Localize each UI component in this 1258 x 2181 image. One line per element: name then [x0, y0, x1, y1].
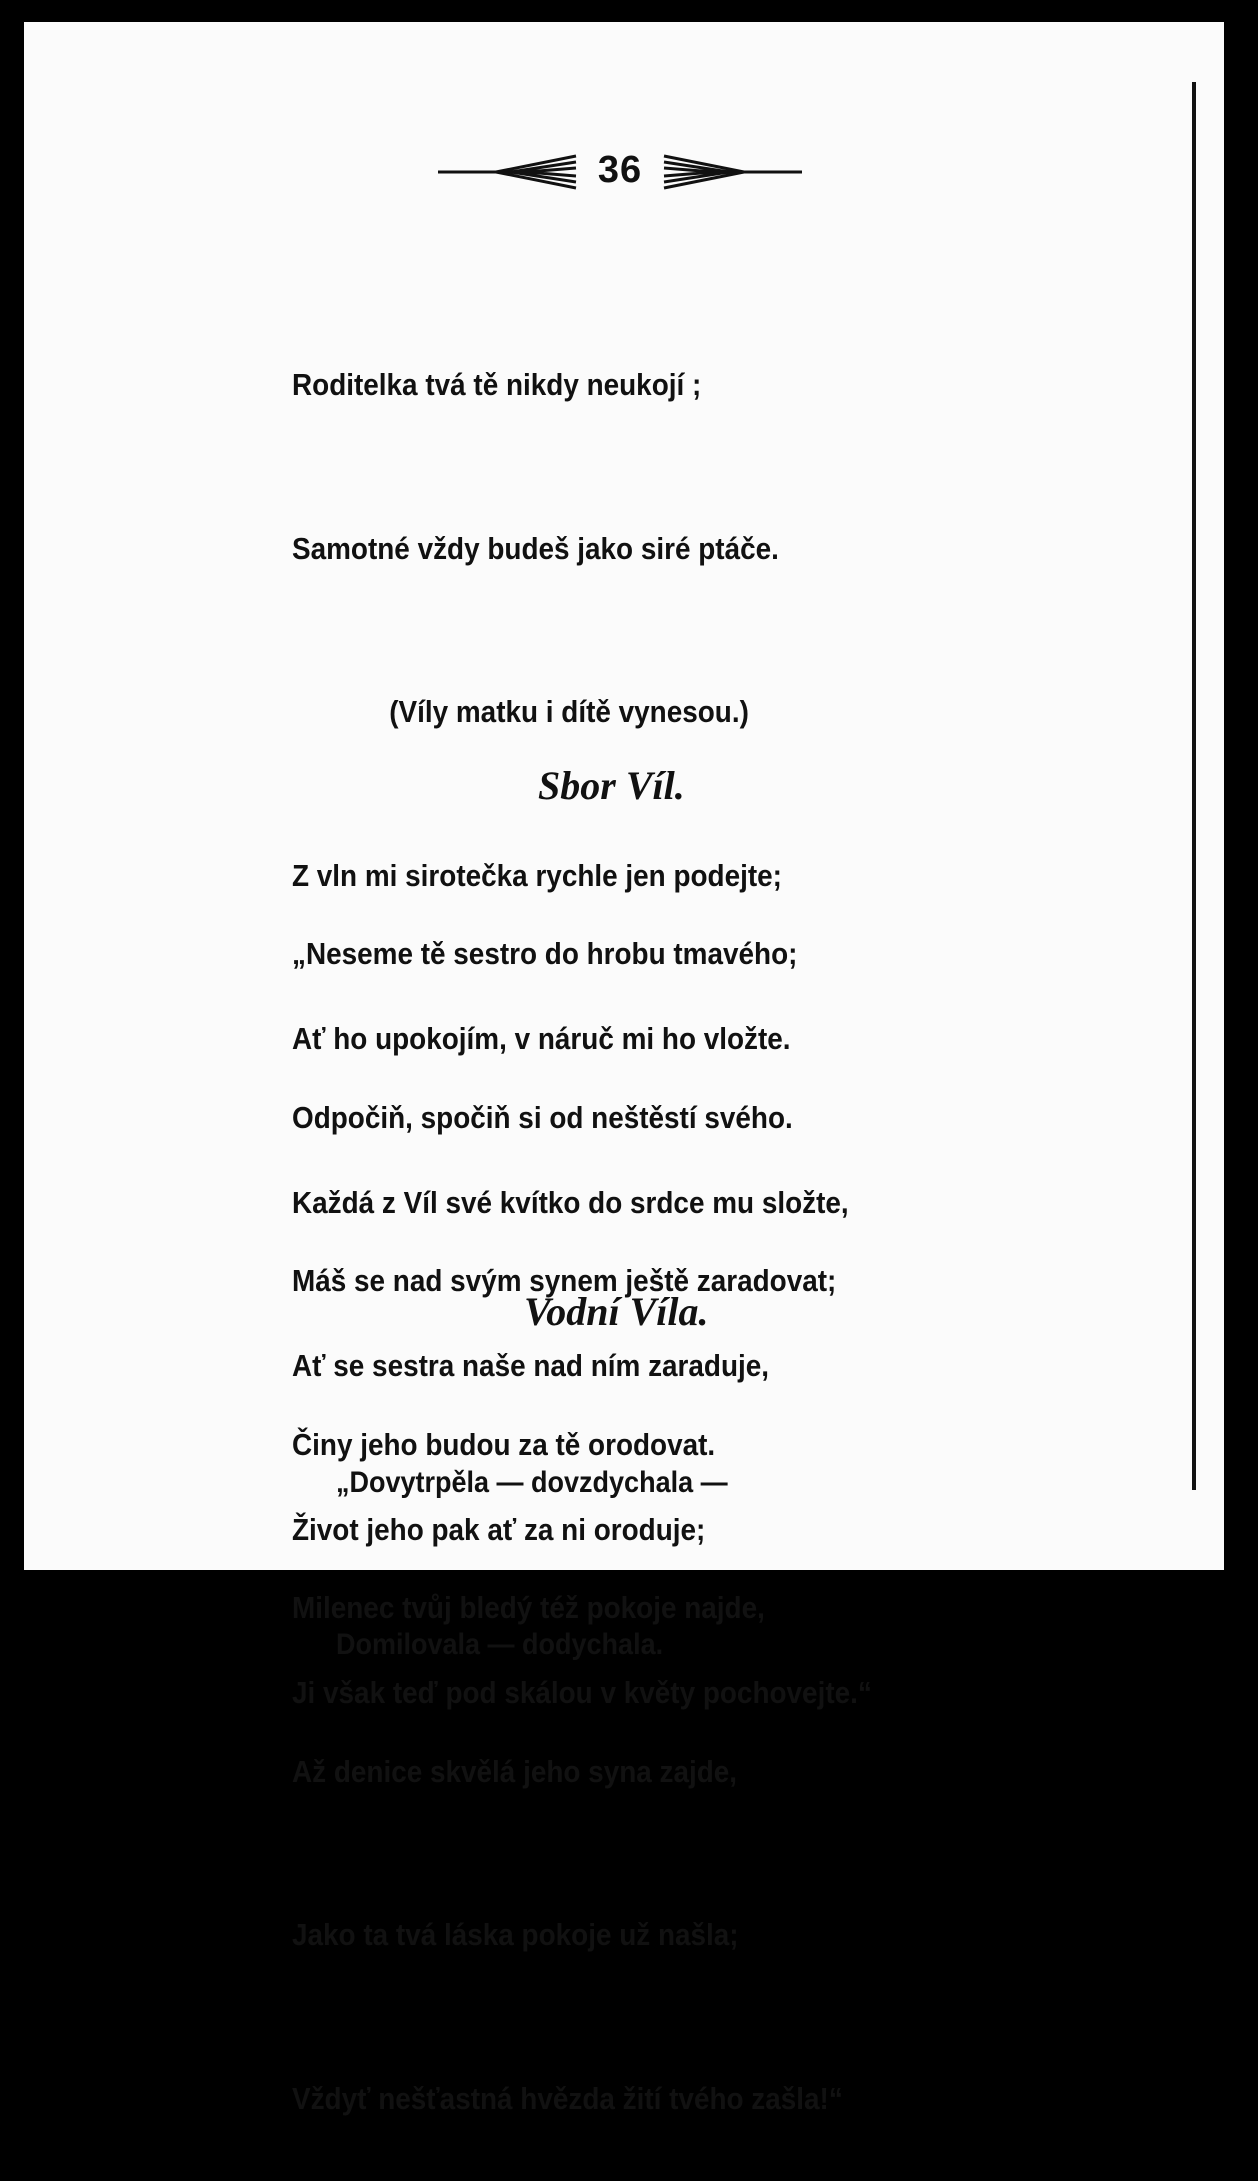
- verse-line: Milenec tvůj bledý též pokoje najde,: [292, 1590, 765, 1625]
- verse-line: Odpočiň, spočiň si od neštěstí svého.: [292, 1099, 793, 1135]
- verse-line: Ji však teď pod skálou v květy pochovejte.“: [292, 1675, 872, 1710]
- verse-line: „Dovytrpěla — dovzdychala —: [336, 1466, 728, 1499]
- left-ornament-icon: [436, 150, 586, 190]
- verse-line: „Neseme tě sestro do hrobu tmavého;: [292, 936, 798, 971]
- verse-line: Vždyť nešťastná hvězda žití tvého zašla!“: [292, 2080, 843, 2116]
- verse-line: Z vln mi sirotečka rychle jen podejte;: [292, 857, 782, 893]
- page-header: [420, 142, 820, 198]
- section-heading-vodni-vila: Vodní Víla.: [524, 1289, 709, 1334]
- right-ornament-icon: [654, 150, 804, 190]
- verse-line: Ať se sestra naše nad ním zaraduje,: [292, 1348, 770, 1383]
- verse-line: Každá z Víl své kvítko do srdce mu složte,: [292, 1184, 849, 1220]
- verse-line: Domilovala — dodychala.: [336, 1628, 664, 1661]
- section-heading-sbor-vil: Sbor Víl.: [538, 763, 685, 808]
- verse-line: Jako ta tvá láska pokoje už našla;: [292, 1917, 739, 1952]
- page-number: 36: [597, 148, 643, 191]
- verse-line: Život jeho pak ať za ni oroduje;: [292, 1511, 706, 1547]
- verse-line: Samotné vždy budeš jako siré ptáče.: [292, 530, 779, 566]
- stanza-3: [336, 1348, 728, 1726]
- verse-line: Roditelka tvá tě nikdy neukojí ;: [292, 367, 702, 402]
- verse-line: Až denice skvělá jeho syna zajde,: [292, 1753, 738, 1789]
- stage-direction: (Víly matku i dítě vynesou.): [389, 694, 749, 729]
- verse-line: Ať ho upokojím, v náruč mi ho vložte.: [292, 1021, 791, 1056]
- page-edge-border: [1192, 82, 1196, 1490]
- verse-line: Máš se nad svým synem ještě zaradovat;: [292, 1263, 837, 1298]
- verse-line: Činy jeho budou za tě orodovat.: [292, 1426, 716, 1462]
